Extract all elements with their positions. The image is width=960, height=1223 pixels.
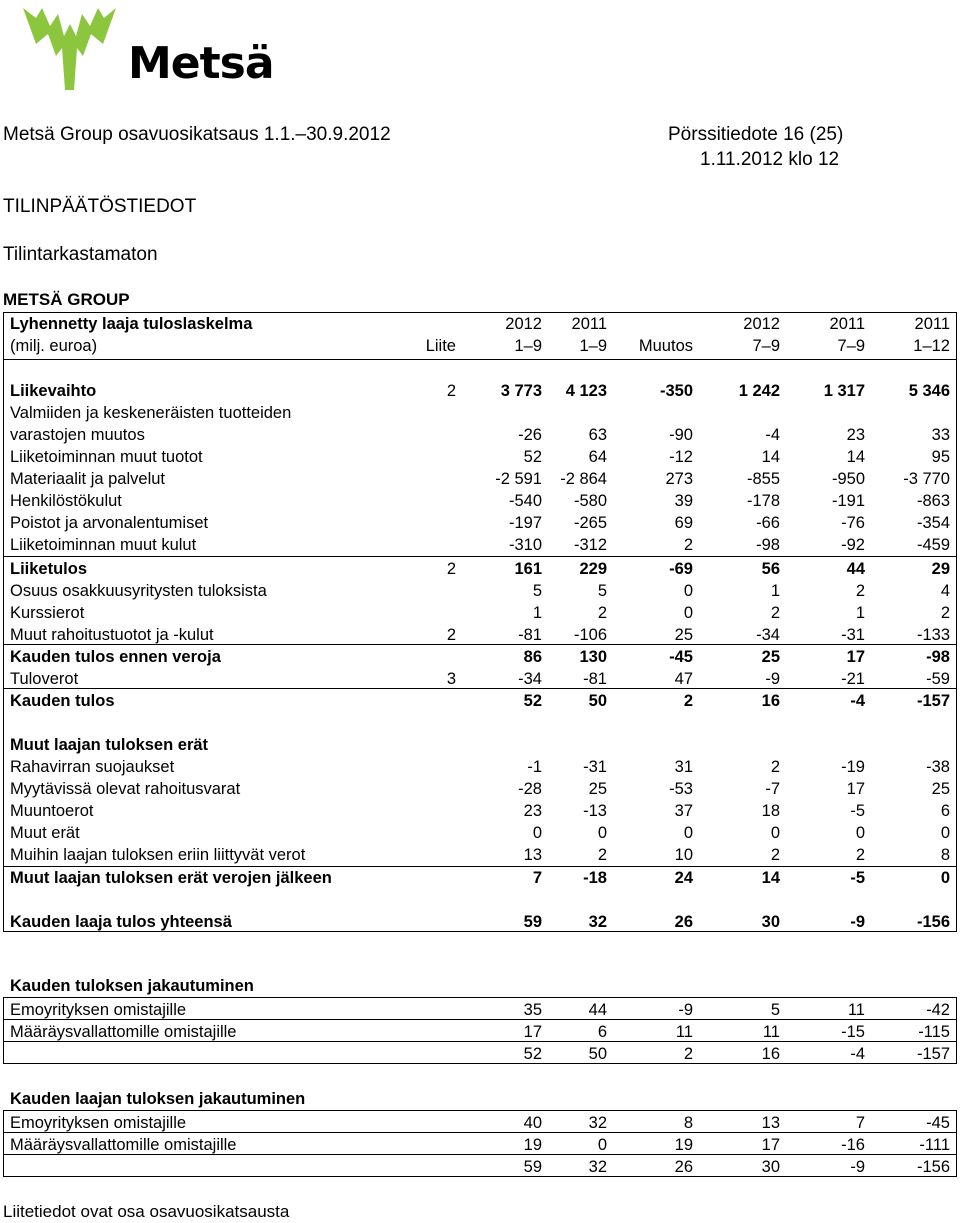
table-cell: 52 [523,448,542,466]
release-number: Pörssitiedote 16 (25) [668,124,844,145]
table-cell: -31 [583,758,607,776]
audit-note: Tilintarkastamaton [3,244,158,265]
table-border-right [956,312,957,931]
table-cell: 31 [674,758,693,776]
change-header: Muutos [638,337,693,355]
distribution-rule [3,1063,957,1064]
table-cell: 1 [770,582,780,600]
distribution-cell: 7 [855,1114,865,1132]
distribution-cell: -9 [850,1158,865,1176]
header-divider [3,359,957,360]
distribution-cell: 32 [588,1114,607,1132]
period-header: 1–9 [514,337,542,355]
table-cell: -950 [831,470,865,488]
year-header: 2012 [743,315,780,333]
table-cell: 6 [940,802,950,820]
table-cell: 14 [761,448,780,466]
table-cell: 25 [674,626,693,644]
table-cell: -157 [916,692,950,710]
table-cell: 29 [931,560,950,578]
row-label: Muihin laajan tuloksen eriin liittyvät verot [10,846,306,864]
distribution-cell: -157 [916,1045,950,1063]
table-cell: 33 [931,426,950,444]
brand-wordmark: Metsä [128,38,274,89]
table-title: Lyhennetty laaja tuloslaskelma [10,315,253,333]
section-title: TILINPÄÄTÖSTIEDOT [3,196,197,217]
table-cell: -156 [916,913,950,931]
table-cell: 5 [597,582,607,600]
table-cell: 0 [940,824,950,842]
table-cell: 7 [532,869,542,887]
table-cell: -69 [669,560,693,578]
table-cell: 2 [855,582,865,600]
table-cell: 95 [931,448,950,466]
table-cell: -4 [850,692,865,710]
distribution-cell: 44 [588,1001,607,1019]
table-cell: 47 [674,670,693,688]
table-cell: 2 [770,758,780,776]
distribution-cell: 6 [597,1023,607,1041]
distribution-cell: 17 [761,1136,780,1154]
table-cell: -9 [765,670,780,688]
table-cell: -98 [926,648,950,666]
table-cell: 2 [770,846,780,864]
table-cell: 18 [761,802,780,820]
release-date: 1.11.2012 klo 12 [700,149,840,170]
table-cell: 2 [597,846,607,864]
table-cell: 0 [597,824,607,842]
table-cell: -38 [926,758,950,776]
table-cell: 17 [846,780,865,798]
distribution-title: Kauden laajan tuloksen jakautuminen [10,1090,306,1108]
rule-operating-profit [3,556,957,557]
table-cell: 63 [588,426,607,444]
table-cell: -59 [926,670,950,688]
table-cell: 13 [523,846,542,864]
distribution-border [956,1110,957,1176]
table-cell: -66 [756,514,780,532]
row-label: Tuloverot [10,670,79,688]
table-cell: 3 773 [500,382,542,400]
table-cell: 25 [588,780,607,798]
table-cell: 14 [846,448,865,466]
table-cell: 69 [674,514,693,532]
distribution-cell: 40 [523,1114,542,1132]
table-cell: 0 [683,824,693,842]
distribution-label: Määräysvallattomille omistajille [10,1023,237,1041]
distribution-rule [3,1019,957,1020]
distribution-cell: 5 [770,1001,780,1019]
table-cell: 2 [683,692,693,710]
distribution-cell: 11 [675,1023,693,1041]
table-cell: -81 [583,670,607,688]
table-cell: -459 [916,536,950,554]
distribution-cell: 50 [588,1045,607,1063]
table-cell: 0 [770,824,780,842]
row-label: Myytävissä olevat rahoitusvarat [10,780,241,798]
table-cell: 59 [523,913,542,931]
table-cell: 1 [855,604,865,622]
table-cell: 26 [674,913,693,931]
distribution-cell: 35 [523,1001,542,1019]
row-label: Liiketoiminnan muut tuotot [10,448,203,466]
distribution-cell: -111 [919,1136,950,1154]
distribution-cell: 13 [761,1114,780,1132]
table-cell: -350 [659,382,693,400]
table-cell: -310 [508,536,542,554]
row-label: Muuntoerot [10,802,94,820]
table-cell: 0 [532,824,542,842]
table-cell: -2 864 [560,470,607,488]
table-cell: 273 [665,470,693,488]
row-label: Liiketoiminnan muut kulut [10,536,197,554]
period-header: 1–9 [579,337,607,355]
distribution-cell: 19 [523,1136,542,1154]
distribution-cell: 19 [674,1136,693,1154]
row-label: Poistot ja arvonalentumiset [10,514,209,532]
distribution-cell: 0 [597,1136,607,1154]
table-cell: -265 [573,514,607,532]
distribution-rule [3,1154,957,1155]
distribution-cell: 2 [683,1045,693,1063]
row-label: Kurssierot [10,604,85,622]
moose-antler-icon [18,4,118,94]
table-border-bottom [3,931,957,932]
period-header: 7–9 [752,337,780,355]
distribution-rule [3,997,957,998]
metsa-logo [18,4,274,94]
table-cell: 4 [940,582,950,600]
group-name: METSÄ GROUP [3,290,130,309]
row-label: Rahavirran suojaukset [10,758,175,776]
table-cell: 44 [846,560,865,578]
rule-profit [3,688,957,689]
table-cell: -2 591 [495,470,542,488]
table-cell: 229 [579,560,607,578]
table-cell: -3 770 [903,470,950,488]
distribution-cell: -9 [678,1001,693,1019]
period-header: 7–9 [837,337,865,355]
unit-label: (milj. euroa) [10,337,98,355]
distribution-cell: -4 [850,1045,865,1063]
row-label: Kauden tulos ennen veroja [10,648,221,666]
table-cell: 39 [674,492,693,510]
distribution-cell: 8 [683,1114,693,1132]
table-cell: -178 [746,492,780,510]
table-cell: 17 [846,648,865,666]
table-cell: 23 [846,426,865,444]
table-cell: 56 [761,560,780,578]
table-cell: 0 [683,604,693,622]
row-label: Valmiiden ja keskeneräisten tuotteiden [10,404,292,422]
report-title: Metsä Group osavuosikatsaus 1.1.–30.9.2012 [3,124,391,145]
table-cell: 0 [940,869,950,887]
note-header: Liite [425,337,456,355]
row-note: 2 [446,626,456,644]
footer-note: Liitetiedot ovat osa osavuosikatsausta [3,1202,290,1221]
table-cell: -9 [850,913,865,931]
table-cell: -98 [756,536,780,554]
table-cell: -45 [669,648,693,666]
table-cell: 37 [674,802,693,820]
row-label: Muut laajan tuloksen erät [10,736,209,754]
table-cell: -1 [527,758,542,776]
row-label: Materiaalit ja palvelut [10,470,165,488]
row-label: Liiketulos [10,560,88,578]
table-cell: 2 [683,536,693,554]
distribution-cell: 32 [588,1158,607,1176]
table-cell: 86 [523,648,542,666]
table-cell: 32 [588,913,607,931]
table-cell: -5 [850,869,865,887]
distribution-rule [3,1176,957,1177]
table-cell: -26 [518,426,542,444]
table-cell: 0 [855,824,865,842]
table-cell: -81 [518,626,542,644]
table-cell: -312 [573,536,607,554]
distribution-cell: 52 [523,1045,542,1063]
distribution-rule [3,1041,957,1042]
table-border-left [3,312,4,931]
table-cell: -863 [916,492,950,510]
table-cell: 2 [940,604,950,622]
row-label: Kauden laaja tulos yhteensä [10,913,232,931]
row-label: Kauden tulos [10,692,115,710]
table-cell: -90 [669,426,693,444]
distribution-cell: -156 [916,1158,950,1176]
distribution-cell: 30 [761,1158,780,1176]
table-cell: 30 [761,913,780,931]
distribution-cell: -15 [841,1023,865,1041]
table-cell: 16 [761,692,780,710]
distribution-cell: 26 [674,1158,693,1176]
row-label: varastojen muutos [10,426,145,444]
distribution-rule [3,1110,957,1111]
table-cell: 2 [597,604,607,622]
table-cell: -540 [508,492,542,510]
table-cell: 1 [532,604,542,622]
row-note: 2 [446,382,456,400]
distribution-cell: -115 [918,1023,950,1041]
table-cell: 2 [855,846,865,864]
table-cell: 10 [674,846,693,864]
row-label: Muut rahoitustuotot ja -kulut [10,626,214,644]
distribution-title: Kauden tuloksen jakautuminen [10,977,254,995]
table-cell: 161 [514,560,542,578]
table-cell: -13 [583,802,607,820]
table-cell: -28 [518,780,542,798]
table-cell: 0 [683,582,693,600]
distribution-label: Emoyrityksen omistajille [10,1001,187,1019]
table-cell: 8 [940,846,950,864]
table-cell: -34 [518,670,542,688]
distribution-label: Määräysvallattomille omistajille [10,1136,237,1154]
table-cell: 23 [523,802,542,820]
distribution-cell: 11 [762,1023,780,1041]
distribution-border [3,1110,4,1176]
row-label: Osuus osakkuusyritysten tuloksista [10,582,267,600]
year-header: 2011 [571,315,607,333]
table-border-top [3,312,957,313]
row-label: Henkilöstökulut [10,492,122,510]
distribution-cell: 59 [523,1158,542,1176]
year-header: 2011 [829,315,865,333]
table-cell: -12 [669,448,693,466]
row-note: 2 [446,560,456,578]
row-label: Muut erät [10,824,80,842]
table-cell: -53 [669,780,693,798]
table-cell: -580 [573,492,607,510]
table-cell: -21 [841,670,865,688]
table-cell: -92 [841,536,865,554]
distribution-cell: -45 [926,1114,950,1132]
distribution-border [3,997,4,1063]
distribution-cell: 16 [761,1045,780,1063]
table-cell: 52 [523,692,542,710]
table-cell: -855 [746,470,780,488]
table-cell: -5 [850,802,865,820]
rule-oci-after-tax [3,866,957,867]
row-label: Liikevaihto [10,382,97,400]
table-cell: -197 [508,514,542,532]
distribution-cell: -42 [926,1001,950,1019]
distribution-cell: 17 [523,1023,542,1041]
table-cell: -191 [831,492,865,510]
table-cell: 25 [931,780,950,798]
table-cell: -76 [841,514,865,532]
distribution-cell: 11 [847,1001,865,1019]
table-cell: 130 [579,648,607,666]
table-cell: 24 [674,869,693,887]
table-cell: -19 [841,758,865,776]
distribution-border [956,997,957,1063]
table-cell: -34 [756,626,780,644]
table-cell: 1 242 [738,382,780,400]
table-cell: 2 [770,604,780,622]
table-cell: 1 317 [823,382,865,400]
table-cell: 5 [532,582,542,600]
table-cell: -7 [765,780,780,798]
table-cell: -18 [583,869,607,887]
year-header: 2011 [914,315,950,333]
table-cell: -31 [841,626,865,644]
year-header: 2012 [505,315,542,333]
row-note: 3 [446,670,456,688]
rule-profit-before-tax [3,644,957,645]
table-cell: 50 [588,692,607,710]
table-cell: 25 [761,648,780,666]
table-cell: 14 [761,869,780,887]
table-cell: 5 346 [908,382,950,400]
row-label: Muut laajan tuloksen erät verojen jälkeen [10,869,332,887]
distribution-rule [3,1132,957,1133]
table-cell: -133 [916,626,950,644]
table-cell: -106 [573,626,607,644]
table-cell: -354 [916,514,950,532]
distribution-label: Emoyrityksen omistajille [10,1114,187,1132]
period-header: 1–12 [913,337,950,355]
table-cell: 4 123 [565,382,607,400]
table-cell: 64 [588,448,607,466]
distribution-cell: -16 [841,1136,865,1154]
table-cell: -4 [765,426,780,444]
